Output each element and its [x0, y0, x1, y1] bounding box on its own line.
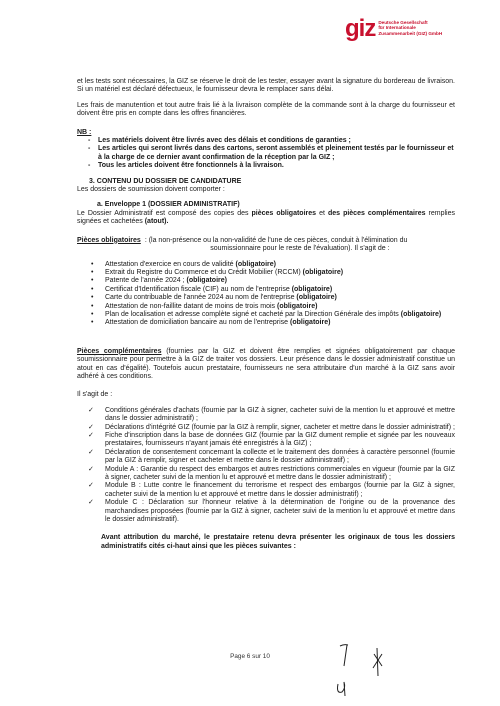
- list-item: • Attestation de non-faillite datant de moins de trois mois (obligatoire): [77, 303, 455, 311]
- envelope-1-text: Le Dossier Administratif est composé des copies des pièces obligatoires et des pièces complémentaires remplies signées et cachetées (atout).: [77, 209, 455, 226]
- check-item: ✓ Conditions générales d'achats (fournie par la GIZ à signer, cacheter suivi de la mention lu et approuvé et mettre dans le dossier administratif) ;: [77, 407, 455, 424]
- section-3-intro: Les dossiers de soumission doivent comporter :: [77, 186, 225, 194]
- nb-list: [77, 137, 455, 171]
- nb-item: - Les articles qui seront livrés dans des cartons, seront assemblés et pleinement testés par le fournisseur et à la charge de ce dernier avant confirmation de la réception par la GIZ ;: [77, 145, 455, 162]
- list-item: • Attestation d'exercice en cours de validité (obligatoire): [77, 261, 455, 269]
- logo-mark: giz: [345, 15, 376, 42]
- nb-title: NB :: [77, 128, 92, 136]
- intro-paragraph-1: et les tests sont nécessaires, la GIZ se réserve le droit de les tester, essayer avant la signature du bordereau de livraison. Si un matériel est déclaré défectueux, le fournisseur devra le remplacer sans délai.: [77, 78, 455, 94]
- intro-paragraph-2: Les frais de manutention et tout autre frais lié à la livraison complète de la commande sont à la charge du fournisseur et doivent être pris en compte dans les offres financières.: [77, 101, 455, 118]
- pieces-obligatoires-label: Pièces obligatoires: [77, 236, 141, 244]
- list-item: • Patente de l'année 2024 ; (obligatoire): [77, 277, 455, 285]
- list-item: • Attestation de domiciliation bancaire au nom de l'entreprise (obligatoire): [77, 319, 455, 327]
- list-item: • Plan de localisation et adresse complète signé et cacheté par la Direction Générale des impôts (obligatoire): [77, 311, 455, 319]
- pieces-obligatoires-list: [77, 261, 455, 328]
- document-body: [77, 78, 455, 551]
- list-item: • Certificat d'Identification fiscale (CIF) au nom de l'entreprise (obligatoire): [77, 286, 455, 294]
- closing-paragraph: Avant attribution du marché, le prestataire retenu devra présenter les originaux de tous les dossiers administratifs cités ci-haut ainsi que les pièces suivantes :: [101, 534, 455, 550]
- pieces-obligatoires-header: Pièces obligatoires : (la non-présence ou la non-validité de l'une de ces pièces, conduit à l'élimination du soumissionnaire pour le reste de l'évaluation). Il s'agit de :: [77, 236, 408, 253]
- pieces-complementaires-lead: Il s'agit de :: [77, 391, 113, 399]
- check-item: ✓ Module B : Lutte contre le financement du terrorisme et respect des embargos (fournie par la GIZ à signer, cacheter suivi de la mention lu et approuvé et mettre dans le dossier administratif) ;: [77, 482, 455, 499]
- pieces-complementaires-paragraph: Pièces complémentaires (fournies par la GIZ et doivent être remplies et signées obligatoirement par chaque soumissionnaire pour permettre à la GIZ de traiter vos dossiers. Leur présence dans le dossier administratif constitue un atout en cas d'égalité). Toutefois aucun prestataire, fournisseurs ne sera attributaire d'un marché à la GIZ sans avoir adhéré à ces conditions.: [77, 347, 455, 380]
- logo-line-2: für Internationale: [378, 25, 416, 31]
- check-item: ✓ Fiche d'inscription dans la base de données GIZ (fournie par la GIZ dument remplie et signée par les nouveaux prestataires, fournisseurs n'ayant jamais été enregistrés à la GIZ) ;: [77, 432, 455, 449]
- check-item: ✓ Déclarations d'intégrité GIZ (fournie par la GIZ à remplir, signer, cacheter et mettre dans le dossier administratif) ;: [77, 424, 455, 432]
- nb-item: - Les matériels doivent être livrés avec des délais et conditions de garanties ;: [77, 137, 455, 145]
- nb-item: - Tous les articles doivent être fonctionnels à la livraison.: [77, 162, 455, 170]
- list-item: • Extrait du Registre du Commerce et du Crédit Mobilier (RCCM) (obligatoire): [77, 269, 455, 277]
- section-3-title: 3. CONTENU DU DOSSIER DE CANDIDATURE: [89, 177, 242, 185]
- handwritten-initials-icon: [330, 636, 400, 706]
- page-number: Page 6 sur 10: [230, 653, 270, 660]
- giz-logo: [345, 15, 443, 42]
- pieces-complementaires-label: Pièces complémentaires: [77, 347, 162, 355]
- logo-line-3: Zusammenarbeit (GIZ) GmbH: [378, 30, 443, 36]
- check-item: ✓ Module C : Déclaration sur l'honneur relative à la détermination de l'origine ou de la provenance des marchandises proposées (fournie par la GIZ à signer, cacheter suivi de la mention lu et approuvé et mettre dans le dossier administratif).: [77, 499, 455, 524]
- pieces-complementaires-list: [77, 407, 455, 525]
- check-item: ✓ Déclaration de consentement concernant la collecte et le traitement des données à caractère personnel (fournie par la GIZ à remplir, signer et cacheter et mettre dans le dossier administratif) ;: [77, 449, 455, 466]
- logo-line-1: Deutsche Gesellschaft: [378, 20, 428, 25]
- logo-text: [378, 20, 442, 36]
- envelope-1-title: a. Enveloppe 1 (DOSSIER ADMINISTRATIF): [97, 201, 240, 209]
- check-item: ✓ Module A : Garantie du respect des embargos et autres restrictions commerciales en vigueur (fournie par la GIZ à signer, cacheter suivi de la mention lu et approuvé et mettre dans le dossier administratif) ;: [77, 466, 455, 483]
- list-item: • Carte du contribuable de l'année 2024 au nom de l'entreprise (obligatoire): [77, 294, 455, 302]
